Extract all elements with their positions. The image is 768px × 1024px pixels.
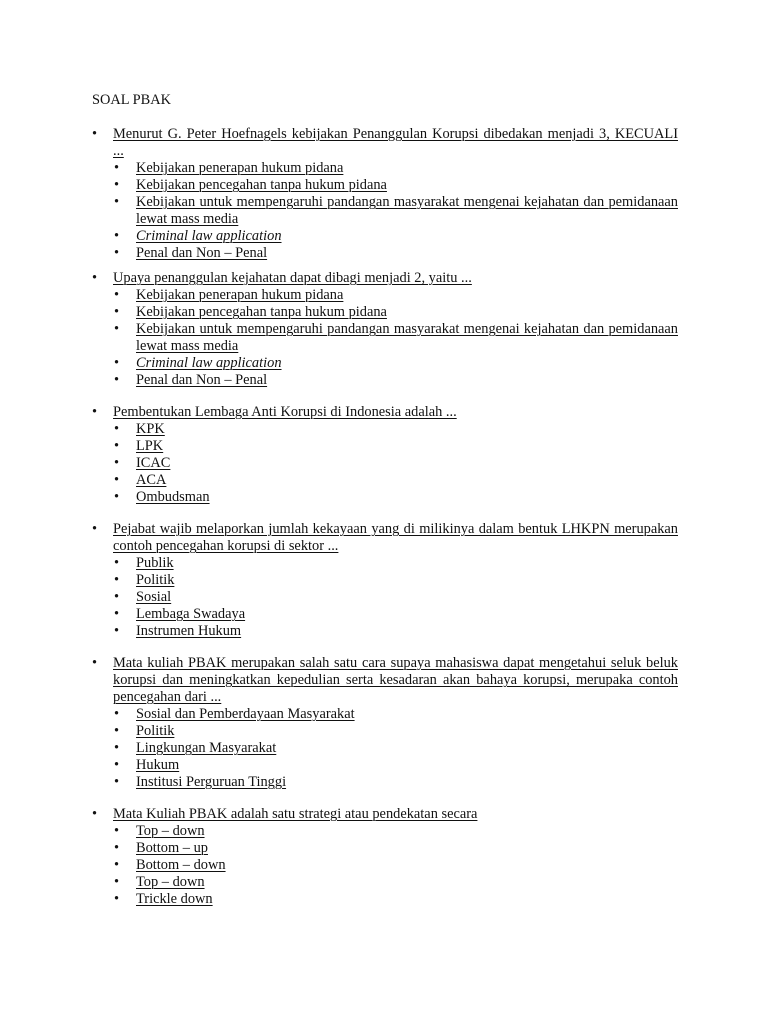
document-title: SOAL PBAK	[92, 92, 172, 108]
option-item	[92, 438, 678, 455]
option-item	[92, 228, 678, 245]
option-text: Institusi Perguruan Tinggi	[136, 774, 287, 790]
bullet-icon: •	[114, 245, 120, 261]
question-row	[92, 126, 678, 160]
question-5	[92, 655, 678, 791]
option-text: ICAC	[136, 455, 171, 471]
bullet-icon: •	[92, 655, 98, 671]
option-item	[92, 245, 678, 262]
option-text: Top – down	[136, 823, 205, 839]
option-item	[92, 706, 678, 723]
question-text: Mata kuliah PBAK merupakan salah satu cara supaya mahasiswa dapat mengetahui seluk beluk korupsi dan meningkatkan kepedulian serta kesadaran akan bahaya korupsi, merupaka contoh pencegahan dari ...	[113, 655, 678, 705]
option-item	[92, 623, 678, 640]
option-text: Politik	[136, 723, 175, 739]
option-text: Hukum	[136, 757, 180, 773]
option-item	[92, 740, 678, 757]
bullet-icon: •	[92, 521, 98, 537]
bullet-icon: •	[114, 623, 120, 639]
bullet-icon: •	[114, 160, 120, 176]
bullet-icon: •	[114, 891, 120, 907]
option-list	[92, 555, 678, 640]
option-item	[92, 321, 678, 355]
option-item	[92, 723, 678, 740]
option-text: Kebijakan untuk mempengaruhi pandangan masyarakat mengenai kejahatan dan pemidanaan lewat mass media	[136, 194, 678, 227]
bullet-icon: •	[114, 706, 120, 722]
bullet-icon: •	[114, 472, 120, 488]
option-item	[92, 355, 678, 372]
bullet-icon: •	[92, 126, 98, 142]
option-item	[92, 823, 678, 840]
bullet-icon: •	[92, 806, 98, 822]
option-list	[92, 287, 678, 389]
option-item	[92, 555, 678, 572]
question-3	[92, 404, 678, 506]
option-item	[92, 177, 678, 194]
option-text: Bottom – up	[136, 840, 208, 856]
option-text: Lembaga Swadaya	[136, 606, 246, 622]
bullet-icon: •	[114, 589, 120, 605]
option-item	[92, 489, 678, 506]
option-item	[92, 891, 678, 908]
question-text: Pembentukan Lembaga Anti Korupsi di Indonesia adalah ...	[113, 404, 457, 420]
option-item	[92, 774, 678, 791]
option-text: Publik	[136, 555, 174, 571]
option-item	[92, 757, 678, 774]
option-text: Trickle down	[136, 891, 213, 907]
option-item	[92, 589, 678, 606]
option-item	[92, 572, 678, 589]
bullet-icon: •	[114, 194, 120, 210]
question-text: Pejabat wajib melaporkan jumlah kekayaan yang di milikinya dalam bentuk LHKPN merupakan contoh pencegahan korupsi di sektor ...	[113, 521, 678, 554]
option-item	[92, 194, 678, 228]
option-item	[92, 421, 678, 438]
option-item	[92, 160, 678, 177]
question-row	[92, 806, 678, 823]
option-text: Politik	[136, 572, 175, 588]
bullet-icon: •	[114, 372, 120, 388]
bullet-icon: •	[114, 572, 120, 588]
option-item	[92, 857, 678, 874]
bullet-icon: •	[114, 840, 120, 856]
bullet-icon: •	[114, 287, 120, 303]
bullet-icon: •	[114, 774, 120, 790]
option-text: Bottom – down	[136, 857, 226, 873]
bullet-icon: •	[114, 228, 120, 244]
option-text: KPK	[136, 421, 165, 437]
question-1	[92, 126, 678, 262]
bullet-icon: •	[114, 355, 120, 371]
option-text: Instrumen Hukum	[136, 623, 242, 639]
bullet-icon: •	[114, 304, 120, 320]
bullet-icon: •	[114, 857, 120, 873]
option-text: Ombudsman	[136, 489, 210, 505]
option-text: Kebijakan pencegahan tanpa hukum pidana	[136, 177, 387, 193]
option-list	[92, 823, 678, 908]
option-item	[92, 287, 678, 304]
bullet-icon: •	[92, 404, 98, 420]
question-row	[92, 655, 678, 706]
option-text: Kebijakan untuk mempengaruhi pandangan masyarakat mengenai kejahatan dan pemidanaan lewat mass media	[136, 321, 678, 354]
question-6	[92, 806, 678, 908]
option-text: Sosial dan Pemberdayaan Masyarakat	[136, 706, 355, 722]
bullet-icon: •	[114, 823, 120, 839]
bullet-icon: •	[114, 438, 120, 454]
option-item	[92, 840, 678, 857]
option-list	[92, 160, 678, 262]
question-2	[92, 270, 678, 389]
question-row	[92, 404, 678, 421]
option-item	[92, 455, 678, 472]
bullet-icon: •	[114, 177, 120, 193]
option-text: Criminal law application	[136, 228, 282, 244]
option-text: ACA	[136, 472, 167, 488]
option-item	[92, 372, 678, 389]
option-list	[92, 421, 678, 506]
bullet-icon: •	[114, 489, 120, 505]
option-item	[92, 606, 678, 623]
option-list	[92, 706, 678, 791]
option-text: Kebijakan penerapan hukum pidana	[136, 287, 344, 303]
option-item	[92, 472, 678, 489]
bullet-icon: •	[114, 740, 120, 756]
bullet-icon: •	[114, 421, 120, 437]
option-text: LPK	[136, 438, 164, 454]
option-text: Lingkungan Masyarakat	[136, 740, 277, 756]
option-text: Sosial	[136, 589, 172, 605]
option-text: Kebijakan pencegahan tanpa hukum pidana	[136, 304, 387, 320]
bullet-icon: •	[114, 723, 120, 739]
option-text: Penal dan Non – Penal	[136, 372, 268, 388]
option-text: Kebijakan penerapan hukum pidana	[136, 160, 344, 176]
bullet-icon: •	[92, 270, 98, 286]
option-item	[92, 874, 678, 891]
option-text: Penal dan Non – Penal	[136, 245, 268, 261]
question-text: Menurut G. Peter Hoefnagels kebijakan Penanggulan Korupsi dibedakan menjadi 3, KECUALI ...	[113, 126, 678, 159]
bullet-icon: •	[114, 321, 120, 337]
question-row	[92, 270, 678, 287]
bullet-icon: •	[114, 555, 120, 571]
option-text: Criminal law application	[136, 355, 282, 371]
question-text: Upaya penanggulan kejahatan dapat dibagi menjadi 2, yaitu ...	[113, 270, 472, 286]
bullet-icon: •	[114, 606, 120, 622]
question-row	[92, 521, 678, 555]
bullet-icon: •	[114, 757, 120, 773]
question-text: Mata Kuliah PBAK adalah satu strategi atau pendekatan secara	[113, 806, 478, 822]
option-item	[92, 304, 678, 321]
option-text: Top – down	[136, 874, 205, 890]
bullet-icon: •	[114, 874, 120, 890]
bullet-icon: •	[114, 455, 120, 471]
question-4	[92, 521, 678, 640]
